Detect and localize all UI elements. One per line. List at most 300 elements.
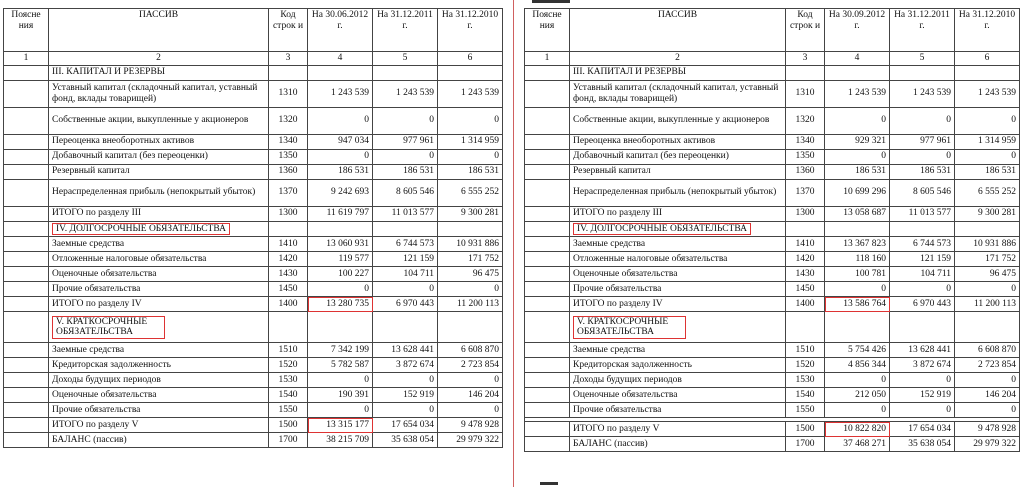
value-cell: 4 856 344: [825, 358, 890, 373]
item-label: ИТОГО по разделу III: [49, 206, 269, 221]
value-cell: 13 060 931: [308, 237, 373, 252]
column-number: 2: [570, 52, 786, 66]
item-label: Оценочные обязательства: [570, 267, 786, 282]
note-cell: [525, 403, 570, 418]
value-cell: [825, 221, 890, 237]
value-cell: [825, 65, 890, 80]
note-cell: [4, 433, 49, 448]
value-cell: 1 243 539: [955, 80, 1020, 107]
column-number: 4: [825, 52, 890, 66]
table-row: [525, 134, 1020, 149]
value-cell: 9 300 281: [955, 206, 1020, 221]
note-cell: [525, 134, 570, 149]
value-cell: 0: [308, 107, 373, 134]
value-cell: 121 159: [373, 252, 438, 267]
item-label: ИТОГО по разделу V: [570, 422, 786, 437]
line-code: 1510: [786, 343, 825, 358]
note-cell: [4, 179, 49, 206]
note-cell: [525, 358, 570, 373]
item-label: [49, 221, 269, 237]
value-cell: 0: [438, 107, 503, 134]
value-cell: 96 475: [438, 267, 503, 282]
note-cell: [525, 65, 570, 80]
balance-sheet-left: [3, 8, 503, 448]
line-code: [786, 221, 825, 237]
item-label: ИТОГО по разделу V: [49, 418, 269, 433]
item-label: Нераспределенная прибыль (непокрытый убыток): [49, 179, 269, 206]
value-cell: 0: [890, 373, 955, 388]
value-cell: 29 979 322: [438, 433, 503, 448]
value-cell: 10 931 886: [438, 237, 503, 252]
line-code: 1550: [269, 403, 308, 418]
item-label: Нераспределенная прибыль (непокрытый убыток): [570, 179, 786, 206]
note-cell: [4, 267, 49, 282]
value-cell: 38 215 709: [308, 433, 373, 448]
item-label: [570, 221, 786, 237]
table-row: [525, 206, 1020, 221]
item-label: БАЛАНС (пассив): [570, 437, 786, 452]
table-row: [525, 422, 1020, 437]
value-cell: 13 367 823: [825, 237, 890, 252]
note-cell: [4, 403, 49, 418]
item-label: Уставный капитал (складочный капитал, уставный фонд, вклады товарищей): [570, 80, 786, 107]
note-cell: [525, 149, 570, 164]
note-cell: [4, 65, 49, 80]
value-cell: 6 608 870: [955, 343, 1020, 358]
table-row: [525, 388, 1020, 403]
item-label: Оценочные обязательства: [570, 388, 786, 403]
item-label: Собственные акции, выкупленные у акционеров: [570, 107, 786, 134]
line-code: 1420: [786, 252, 825, 267]
value-cell: 171 752: [438, 252, 503, 267]
note-cell: [525, 422, 570, 437]
table-row: [4, 80, 503, 107]
item-label: Собственные акции, выкупленные у акционеров: [49, 107, 269, 134]
value-cell: 6 555 252: [438, 179, 503, 206]
line-code: 1550: [786, 403, 825, 418]
note-cell: [4, 221, 49, 237]
item-label: Резервный капитал: [570, 164, 786, 179]
item-label: Добавочный капитал (без переоценки): [49, 149, 269, 164]
panel-divider: [513, 0, 514, 487]
value-cell: [955, 312, 1020, 343]
item-label: Доходы будущих периодов: [570, 373, 786, 388]
note-cell: [4, 164, 49, 179]
value-cell: 11 013 577: [890, 206, 955, 221]
value-cell: 0: [438, 149, 503, 164]
column-number: 3: [786, 52, 825, 66]
value-cell: 9 242 693: [308, 179, 373, 206]
value-cell: 17 654 034: [373, 418, 438, 433]
value-cell: 0: [890, 403, 955, 418]
section-title: V. КРАТКОСРОЧНЫЕ ОБЯЗАТЕЛЬСТВА: [573, 316, 686, 339]
value-cell: 1 243 539: [825, 80, 890, 107]
section-row: [525, 312, 1020, 343]
item-label: [570, 312, 786, 343]
value-cell: 0: [373, 107, 438, 134]
note-cell: [525, 388, 570, 403]
note-cell: [4, 107, 49, 134]
table-row: [525, 164, 1020, 179]
value-cell: 1 314 959: [438, 134, 503, 149]
value-cell: 3 872 674: [373, 358, 438, 373]
value-cell: 0: [438, 373, 503, 388]
table-row: [4, 358, 503, 373]
passive-header: ПАССИВ: [570, 9, 786, 52]
table-row: [4, 433, 503, 448]
value-cell: 0: [438, 282, 503, 297]
value-cell: 10 931 886: [955, 237, 1020, 252]
value-cell: 190 391: [308, 388, 373, 403]
value-cell: 119 577: [308, 252, 373, 267]
line-code: 1360: [269, 164, 308, 179]
item-label: Прочие обязательства: [570, 403, 786, 418]
value-cell: 2 723 854: [438, 358, 503, 373]
value-cell: 0: [825, 373, 890, 388]
note-cell: [4, 282, 49, 297]
note-cell: [525, 206, 570, 221]
table-row: [4, 179, 503, 206]
table-row: [525, 437, 1020, 452]
table-row: [525, 358, 1020, 373]
item-label: Уставный капитал (складочный капитал, уставный фонд, вклады товарищей): [49, 80, 269, 107]
value-cell: 1 243 539: [308, 80, 373, 107]
value-cell: 0: [890, 282, 955, 297]
note-cell: [4, 237, 49, 252]
table-row: [525, 403, 1020, 418]
value-cell: 29 979 322: [955, 437, 1020, 452]
column-number: 4: [308, 52, 373, 66]
table-row: [4, 388, 503, 403]
item-label: Отложенные налоговые обязательства: [49, 252, 269, 267]
column-number: 3: [269, 52, 308, 66]
scan-edge-mark: [532, 0, 570, 3]
line-code: 1520: [786, 358, 825, 373]
item-label: Добавочный капитал (без переоценки): [570, 149, 786, 164]
table-row: [525, 343, 1020, 358]
note-cell: [4, 80, 49, 107]
value-cell: 186 531: [955, 164, 1020, 179]
note-cell: [4, 343, 49, 358]
value-cell: 0: [955, 107, 1020, 134]
value-cell: 1 243 539: [890, 80, 955, 107]
line-code: 1300: [269, 206, 308, 221]
date-header: На 31.12.2010 г.: [955, 9, 1020, 52]
item-label: ИТОГО по разделу IV: [570, 297, 786, 312]
line-code: 1410: [786, 237, 825, 252]
section-title: IV. ДОЛГОСРОЧНЫЕ ОБЯЗАТЕЛЬСТВА: [573, 223, 751, 236]
code-header: Код строк и: [786, 9, 825, 52]
header-row: [525, 9, 1020, 52]
header-row: [4, 9, 503, 52]
value-cell: 0: [825, 107, 890, 134]
item-label: Переоценка внеоборотных активов: [570, 134, 786, 149]
value-cell: 1 314 959: [955, 134, 1020, 149]
table-row: [4, 237, 503, 252]
value-cell: 6 744 573: [373, 237, 438, 252]
line-code: 1420: [269, 252, 308, 267]
value-cell: [308, 221, 373, 237]
table-row: [4, 206, 503, 221]
line-code: 1450: [269, 282, 308, 297]
item-label: [49, 312, 269, 343]
item-label: Заемные средства: [49, 237, 269, 252]
note-cell: [525, 343, 570, 358]
value-cell: 146 204: [955, 388, 1020, 403]
value-cell: [890, 65, 955, 80]
value-cell: 17 654 034: [890, 422, 955, 437]
item-label: III. КАПИТАЛ И РЕЗЕРВЫ: [570, 65, 786, 80]
note-cell: [525, 164, 570, 179]
item-label: БАЛАНС (пассив): [49, 433, 269, 448]
item-label: Заемные средства: [49, 343, 269, 358]
value-cell: 5 782 587: [308, 358, 373, 373]
value-cell: 13 315 177: [308, 418, 373, 433]
line-code: 1540: [269, 388, 308, 403]
column-number: 5: [890, 52, 955, 66]
value-cell: 186 531: [890, 164, 955, 179]
table-row: [4, 418, 503, 433]
item-label: ИТОГО по разделу IV: [49, 297, 269, 312]
code-header: Код строк и: [269, 9, 308, 52]
table-row: [525, 373, 1020, 388]
value-cell: 6 555 252: [955, 179, 1020, 206]
line-code: 1500: [786, 422, 825, 437]
value-cell: 10 822 820: [825, 422, 890, 437]
line-code: 1400: [786, 297, 825, 312]
value-cell: [825, 312, 890, 343]
scan-edge-mark: [540, 482, 558, 485]
note-cell: [525, 252, 570, 267]
value-cell: 0: [955, 373, 1020, 388]
line-code: 1530: [269, 373, 308, 388]
value-cell: 171 752: [955, 252, 1020, 267]
note-cell: [525, 107, 570, 134]
column-number: 2: [49, 52, 269, 66]
note-cell: [525, 221, 570, 237]
table-row: [525, 237, 1020, 252]
note-cell: [525, 297, 570, 312]
line-code: 1410: [269, 237, 308, 252]
value-cell: 104 711: [890, 267, 955, 282]
note-cell: [4, 388, 49, 403]
value-cell: 13 628 441: [373, 343, 438, 358]
item-label: Заемные средства: [570, 343, 786, 358]
item-label: III. КАПИТАЛ И РЕЗЕРВЫ: [49, 65, 269, 80]
line-code: 1370: [269, 179, 308, 206]
value-cell: 146 204: [438, 388, 503, 403]
note-header: Поясне ния: [4, 9, 49, 52]
note-cell: [525, 437, 570, 452]
line-code: 1350: [269, 149, 308, 164]
value-cell: [373, 221, 438, 237]
table-row: [4, 149, 503, 164]
line-code: 1320: [269, 107, 308, 134]
value-cell: 96 475: [955, 267, 1020, 282]
value-cell: 0: [308, 373, 373, 388]
section-row: [525, 221, 1020, 237]
item-label: Оценочные обязательства: [49, 388, 269, 403]
item-label: Резервный капитал: [49, 164, 269, 179]
column-number: 5: [373, 52, 438, 66]
note-cell: [4, 252, 49, 267]
note-cell: [525, 179, 570, 206]
column-numbers-row: [4, 52, 503, 66]
line-code: 1530: [786, 373, 825, 388]
table-row: [4, 252, 503, 267]
item-label: Прочие обязательства: [570, 282, 786, 297]
value-cell: 35 638 054: [373, 433, 438, 448]
value-cell: 13 058 687: [825, 206, 890, 221]
value-cell: 13 280 735: [308, 297, 373, 312]
table-row: [525, 297, 1020, 312]
note-cell: [525, 312, 570, 343]
value-cell: 0: [955, 403, 1020, 418]
value-cell: 0: [955, 282, 1020, 297]
item-label: ИТОГО по разделу III: [570, 206, 786, 221]
value-cell: 977 961: [373, 134, 438, 149]
value-cell: 35 638 054: [890, 437, 955, 452]
column-number: 1: [4, 52, 49, 66]
table-row: [525, 179, 1020, 206]
table-row: [4, 297, 503, 312]
table-row: [525, 282, 1020, 297]
value-cell: [308, 312, 373, 343]
line-code: 1400: [269, 297, 308, 312]
line-code: 1300: [786, 206, 825, 221]
line-code: 1320: [786, 107, 825, 134]
value-cell: [890, 221, 955, 237]
line-code: 1520: [269, 358, 308, 373]
line-code: 1700: [786, 437, 825, 452]
value-cell: 152 919: [890, 388, 955, 403]
table-row: [4, 282, 503, 297]
value-cell: 0: [308, 403, 373, 418]
value-cell: 0: [890, 149, 955, 164]
value-cell: 9 478 928: [955, 422, 1020, 437]
note-cell: [525, 282, 570, 297]
note-cell: [4, 206, 49, 221]
line-code: 1340: [786, 134, 825, 149]
item-label: Оценочные обязательства: [49, 267, 269, 282]
date-header: На 31.12.2011 г.: [890, 9, 955, 52]
value-cell: 8 605 546: [890, 179, 955, 206]
table-row: [525, 252, 1020, 267]
note-cell: [525, 80, 570, 107]
line-code: 1700: [269, 433, 308, 448]
table-row: [4, 267, 503, 282]
value-cell: 186 531: [825, 164, 890, 179]
value-cell: 977 961: [890, 134, 955, 149]
note-cell: [525, 237, 570, 252]
item-label: Переоценка внеоборотных активов: [49, 134, 269, 149]
line-code: [269, 221, 308, 237]
table-row: [4, 107, 503, 134]
line-code: [786, 65, 825, 80]
table-row: [4, 134, 503, 149]
passive-header: ПАССИВ: [49, 9, 269, 52]
value-cell: 10 699 296: [825, 179, 890, 206]
date-header: На 31.12.2010 г.: [438, 9, 503, 52]
value-cell: 37 468 271: [825, 437, 890, 452]
value-cell: [438, 312, 503, 343]
line-code: 1310: [786, 80, 825, 107]
line-code: 1430: [786, 267, 825, 282]
value-cell: 0: [890, 107, 955, 134]
passive-table-right: [524, 8, 1020, 452]
table-row: [525, 107, 1020, 134]
passive-table-left: [3, 8, 503, 448]
column-number: 6: [955, 52, 1020, 66]
column-number: 6: [438, 52, 503, 66]
item-label: Отложенные налоговые обязательства: [570, 252, 786, 267]
value-cell: 118 160: [825, 252, 890, 267]
line-code: 1360: [786, 164, 825, 179]
value-cell: 0: [308, 282, 373, 297]
value-cell: [308, 65, 373, 80]
value-cell: 3 872 674: [890, 358, 955, 373]
value-cell: 6 608 870: [438, 343, 503, 358]
line-code: 1450: [786, 282, 825, 297]
value-cell: 11 200 113: [438, 297, 503, 312]
section-row: [4, 221, 503, 237]
note-cell: [4, 373, 49, 388]
value-cell: [955, 221, 1020, 237]
value-cell: 152 919: [373, 388, 438, 403]
value-cell: 1 243 539: [438, 80, 503, 107]
line-code: 1370: [786, 179, 825, 206]
value-cell: 9 300 281: [438, 206, 503, 221]
value-cell: 0: [373, 403, 438, 418]
value-cell: 100 227: [308, 267, 373, 282]
value-cell: 0: [308, 149, 373, 164]
note-cell: [4, 312, 49, 343]
value-cell: [373, 65, 438, 80]
line-code: 1350: [786, 149, 825, 164]
value-cell: 947 034: [308, 134, 373, 149]
line-code: 1540: [786, 388, 825, 403]
value-cell: 0: [955, 149, 1020, 164]
section-row: [525, 65, 1020, 80]
value-cell: 1 243 539: [373, 80, 438, 107]
value-cell: 6 970 443: [890, 297, 955, 312]
item-label: Прочие обязательства: [49, 282, 269, 297]
section-title: V. КРАТКОСРОЧНЫЕ ОБЯЗАТЕЛЬСТВА: [52, 316, 165, 339]
line-code: [269, 65, 308, 80]
line-code: [269, 312, 308, 343]
value-cell: 6 970 443: [373, 297, 438, 312]
note-cell: [4, 149, 49, 164]
value-cell: 13 586 764: [825, 297, 890, 312]
date-header: На 31.12.2011 г.: [373, 9, 438, 52]
value-cell: 0: [825, 282, 890, 297]
line-code: 1430: [269, 267, 308, 282]
value-cell: 8 605 546: [373, 179, 438, 206]
note-cell: [4, 358, 49, 373]
column-number: 1: [525, 52, 570, 66]
value-cell: 11 013 577: [373, 206, 438, 221]
line-code: 1500: [269, 418, 308, 433]
value-cell: 0: [373, 282, 438, 297]
value-cell: [438, 65, 503, 80]
line-code: 1340: [269, 134, 308, 149]
table-row: [4, 343, 503, 358]
value-cell: [890, 312, 955, 343]
value-cell: [373, 312, 438, 343]
table-row: [525, 267, 1020, 282]
note-header: Поясне ния: [525, 9, 570, 52]
date-header: На 30.06.2012 г.: [308, 9, 373, 52]
